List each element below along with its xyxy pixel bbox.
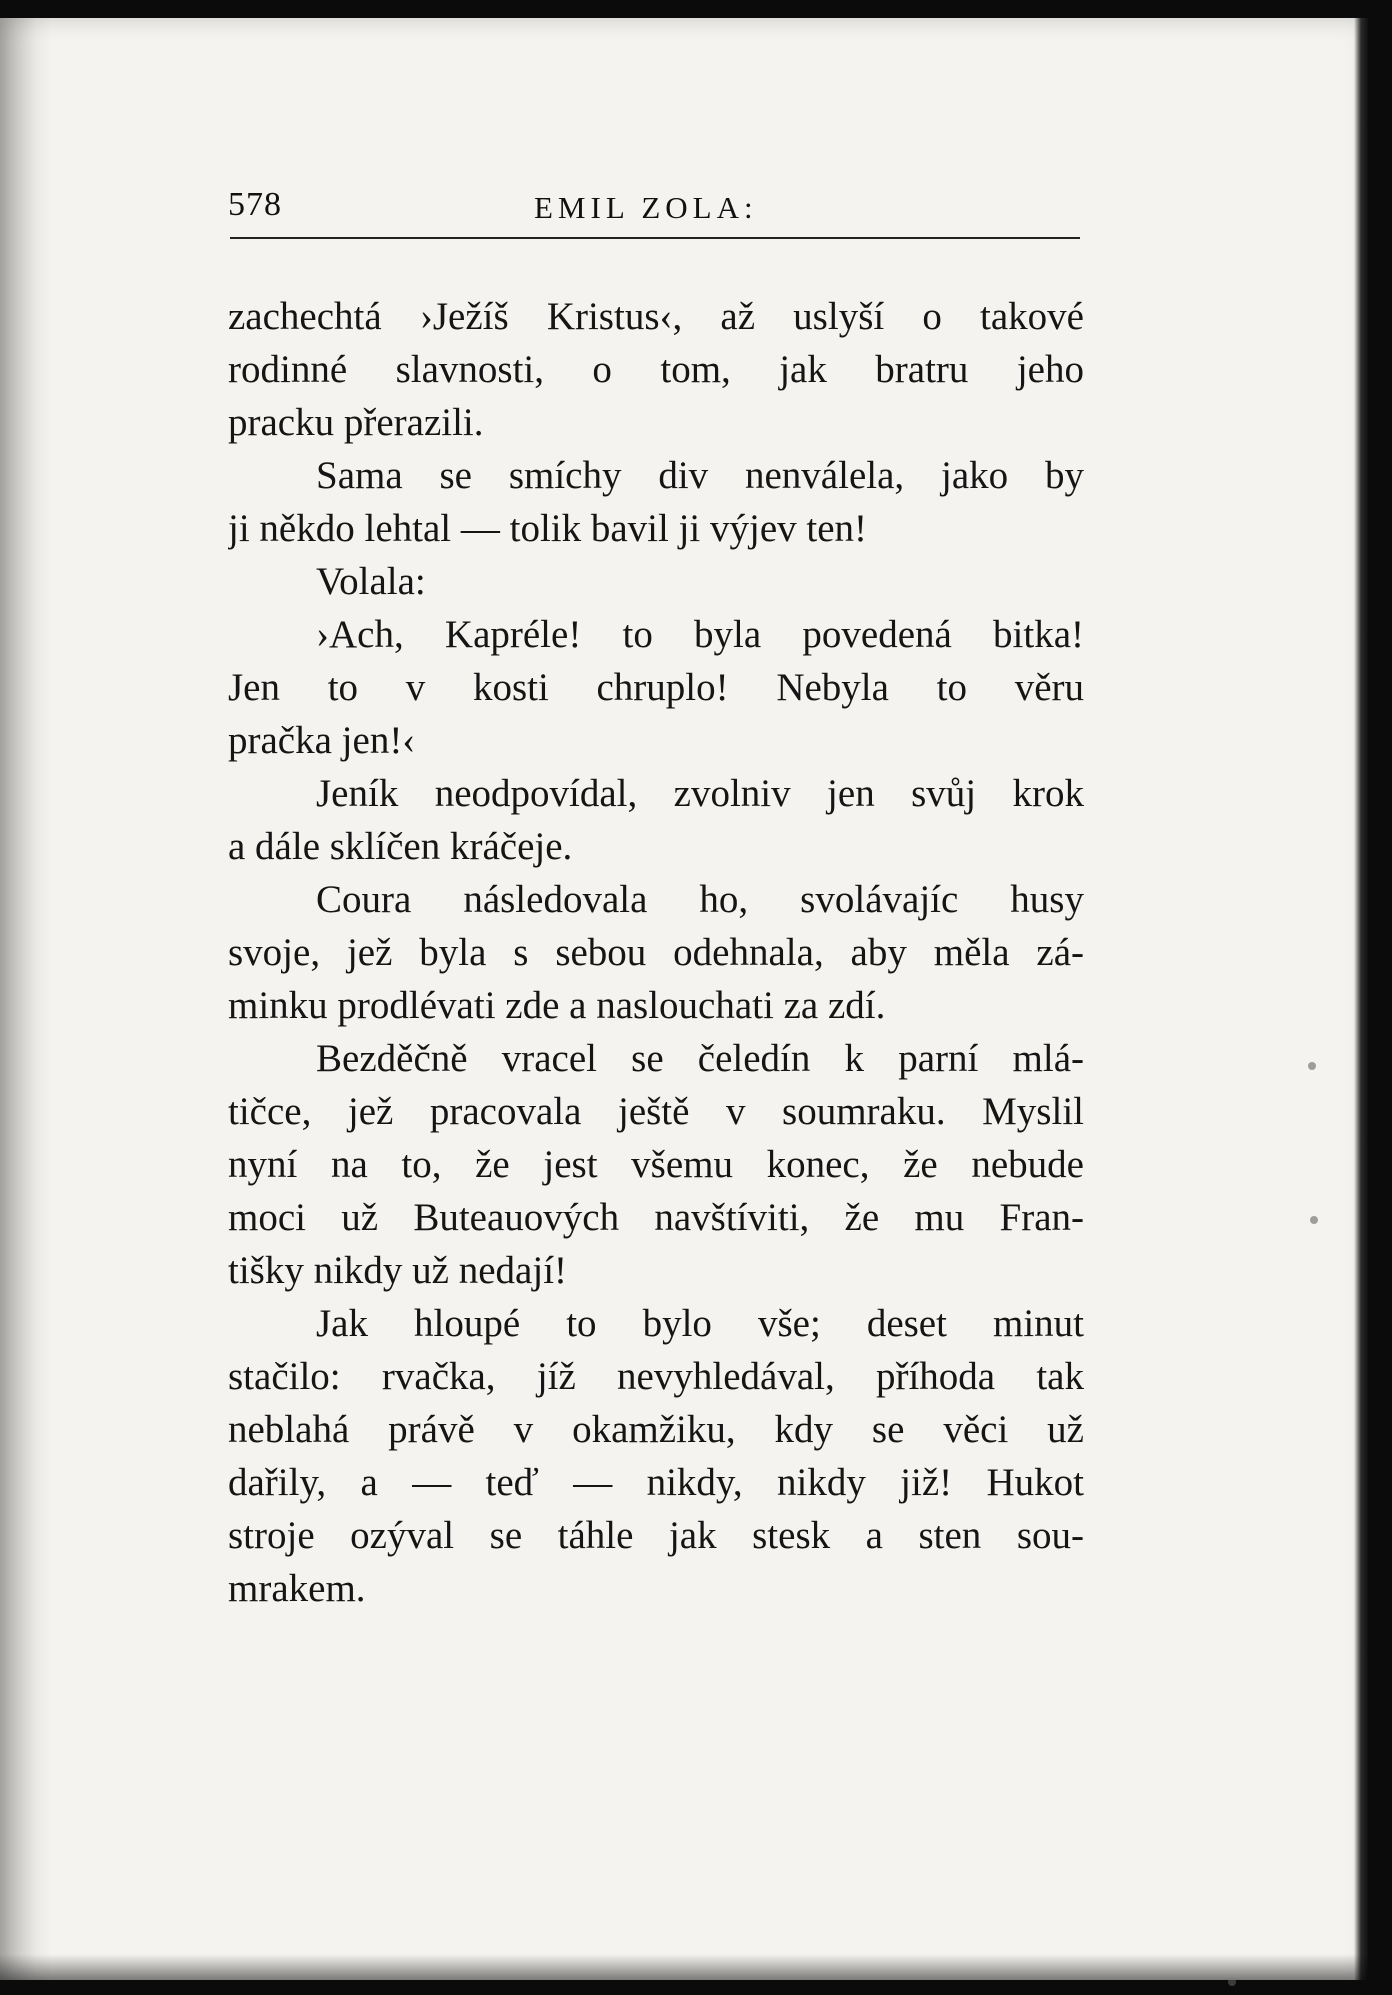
text-line: moci už Buteauových navštíviti, že mu Fran- [228,1196,1084,1239]
text-line: mrakem. [228,1567,366,1610]
text-line: rodinné slavnosti, o tom, jak bratru jeho [228,348,1084,391]
text-line: pracku přerazili. [228,401,484,444]
body-text [228,290,1084,1615]
page-number: 578 [228,186,282,223]
page-header [228,188,1082,226]
text-line: a dále sklíčen kráčeje. [228,825,573,868]
text-line: stačilo: rvačka, jíž nevyhledával, příhoda tak [228,1355,1084,1398]
text-line: ji někdo lehtal — tolik bavil ji výjev ten! [228,507,868,550]
header-rule [230,237,1080,239]
text-line: Volala: [316,560,426,603]
text-line: pračka jen!‹ [228,719,416,762]
scan-speck [1308,1062,1316,1070]
text-line: dařily, a — teď — nikdy, nikdy již! Hukot [228,1461,1084,1504]
text-line: Jen to v kosti chruplo! Nebyla to věru [228,666,1084,709]
text-line: nyní na to, že jest všemu konec, že nebude [228,1143,1084,1186]
scan-speck [1228,1978,1236,1986]
text-line: zachechtá ›Ježíš Kristus‹, až uslyší o takové [228,295,1084,338]
text-line: ›Ach, Kapréle! to byla povedená bitka! [316,613,1084,656]
text-line: Jak hloupé to bylo vše; deset minut [316,1302,1084,1345]
text-line: Sama se smíchy div nenválela, jako by [316,454,1084,497]
right-page-edge [1354,18,1368,1980]
bottom-page-shadow [0,1954,1368,1980]
scan-speck [1310,1216,1318,1224]
text-line: Bezděčně vracel se čeledín k parní mlá- [316,1037,1084,1080]
left-edge-shadow [0,18,52,1980]
text-line: minku prodlévati zde a naslouchati za zdí. [228,984,886,1027]
text-line: Coura následovala ho, svolávajíc husy [316,878,1084,921]
text-line: tišky nikdy už nedají! [228,1249,568,1292]
text-line: stroje ozýval se táhle jak stesk a sten sou- [228,1514,1084,1557]
text-line: Jeník neodpovídal, zvolniv jen svůj krok [316,772,1084,815]
text-line: neblahá právě v okamžiku, kdy se věci už [228,1408,1084,1451]
running-title: EMIL ZOLA: [534,190,758,225]
page-paper [0,18,1368,1980]
text-line: svoje, jež byla s sebou odehnala, aby měla zá- [228,931,1084,974]
text-line: tičce, jež pracovala ještě v soumraku. Myslil [228,1090,1084,1133]
